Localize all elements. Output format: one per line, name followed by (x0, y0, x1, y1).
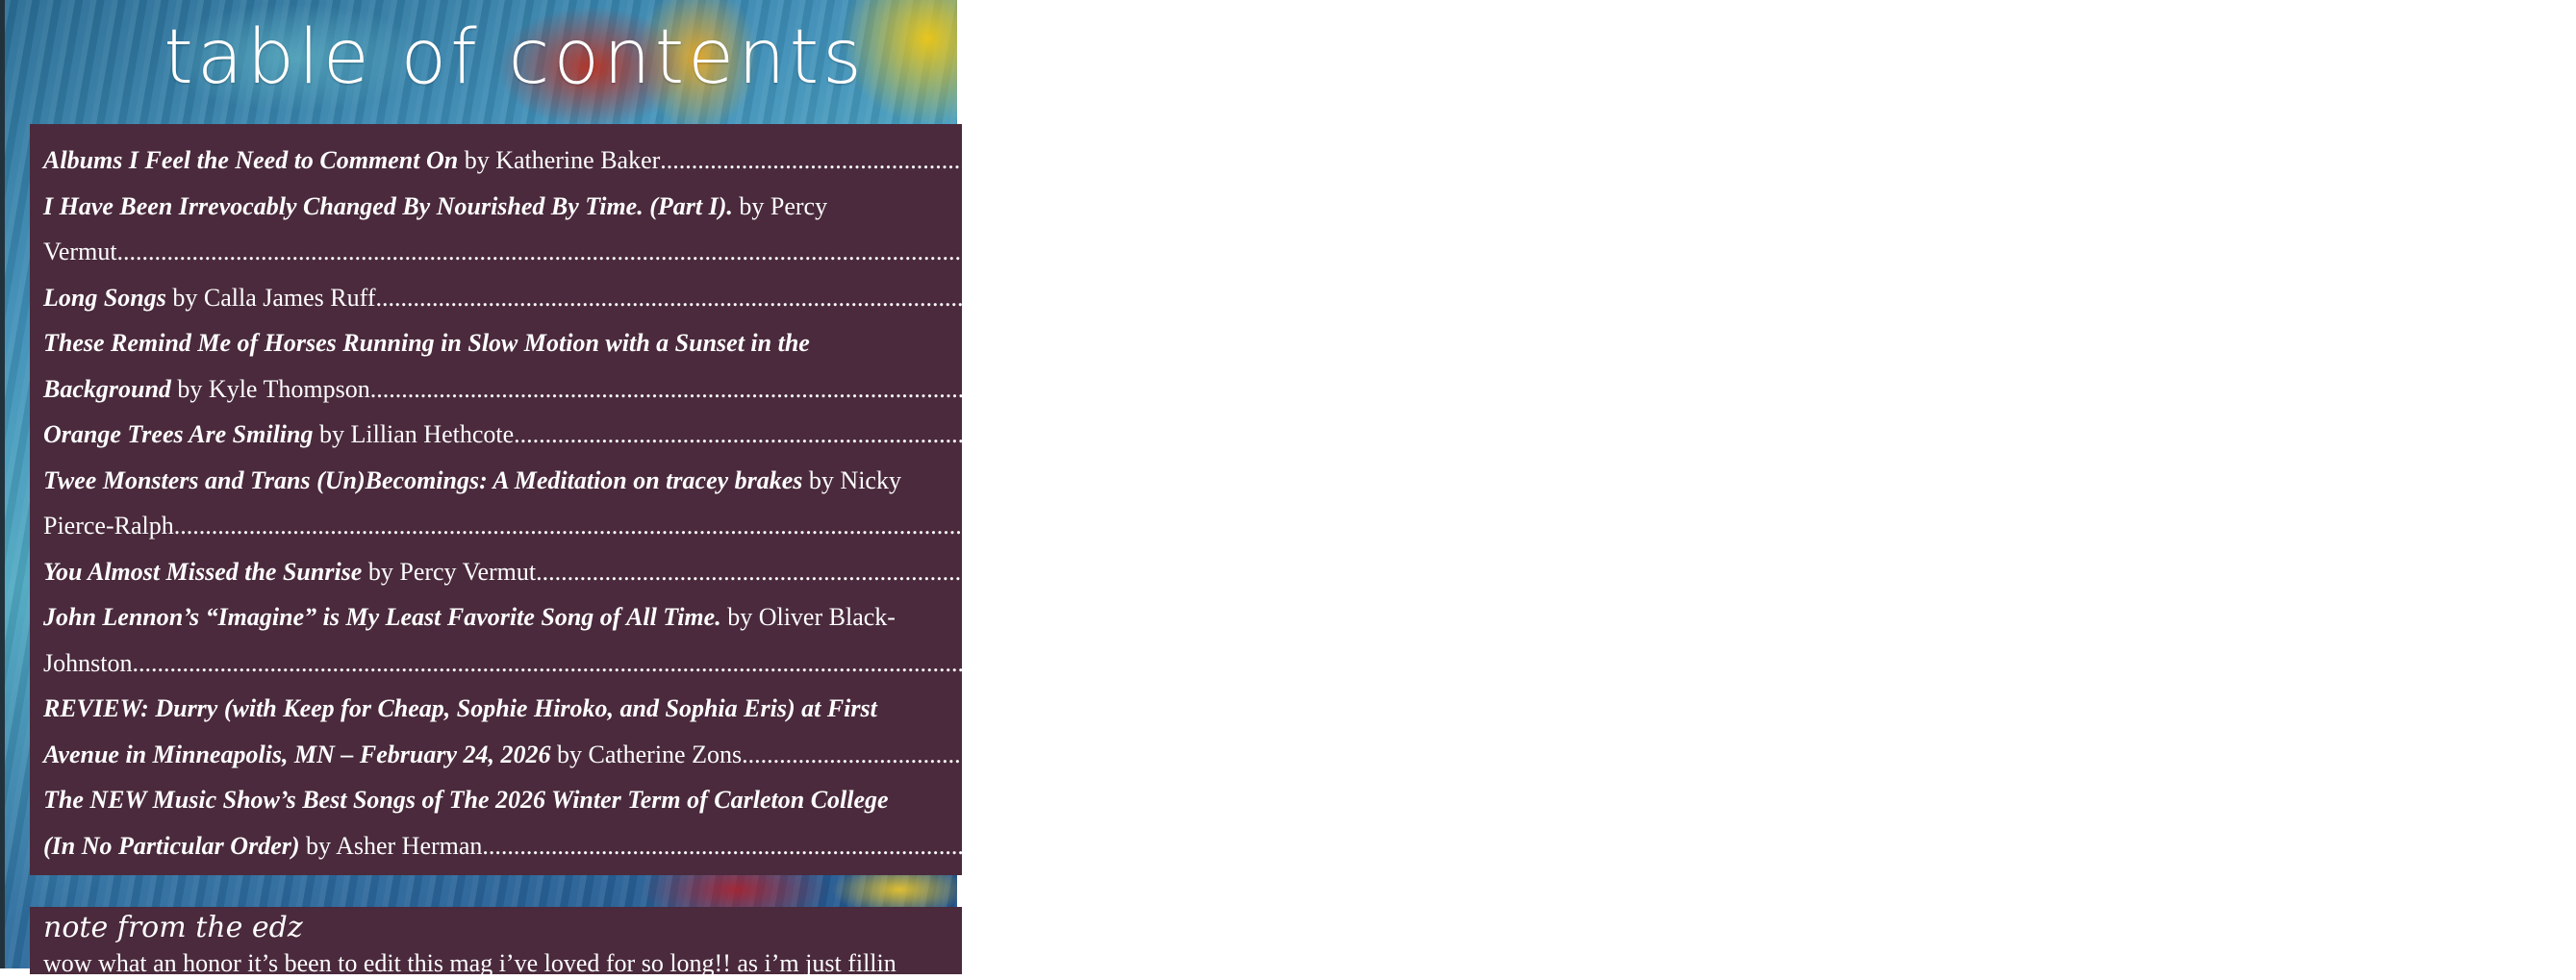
entry-page: 2 (2563, 740, 2576, 768)
entry-author: by Percy Vermut (362, 557, 537, 586)
entry-title-cont: (In No Particular Order) (43, 831, 300, 860)
toc-line (43, 458, 962, 504)
note-body: wow what an honor it’s been to edit this mag i’ve loved for so long!! as i’m just fillin (43, 949, 897, 977)
entry-title-cont: Avenue in Minneapolis, MN – February 24, 2026 (43, 740, 551, 768)
dot-leader (117, 229, 1937, 275)
toc-line (43, 686, 962, 732)
toc-line (43, 594, 962, 641)
entry-title: The NEW Music Show’s Best Songs of The 2026 Winter Term of Carleton College (43, 786, 889, 814)
dot-leader (482, 823, 2302, 869)
entry-title-cont: Background (43, 374, 171, 403)
dot-leader (660, 138, 2480, 184)
entry-author: by Asher Herman (299, 831, 483, 860)
toc-line (43, 503, 2008, 549)
toc-entry[interactable] (43, 320, 2205, 412)
toc-line (43, 823, 2316, 869)
entry-author: by Catherine Zons (550, 740, 743, 768)
entry-title: Long Songs (43, 283, 166, 312)
entry-page: 1 (2191, 374, 2205, 403)
entry-author: by Nicky (802, 465, 901, 494)
toc-line (43, 229, 1005, 275)
entry-title: REVIEW: Durry (with Keep for Cheap, Sophie Hiroko, and Sophia Eris) at First (43, 694, 877, 722)
page-title: table of contents (164, 14, 866, 101)
entry-page: 1 (1995, 512, 2008, 540)
entry-title: John Lennon’s “Imagine” is My Least Favorite Song of All Time. (43, 603, 721, 631)
toc-entry[interactable] (43, 412, 2348, 458)
toc-line (43, 549, 2370, 595)
dot-leader (376, 275, 2196, 321)
toc-line (43, 732, 2576, 778)
entry-author: by Calla James Ruff (165, 283, 376, 312)
entry-title: I Have Been Irrevocably Changed By Nourished By Time. (Part I). (43, 191, 733, 220)
toc-entry[interactable] (43, 594, 1966, 686)
entry-page: 1 (1953, 648, 1966, 677)
toc-entry[interactable] (43, 275, 962, 321)
toc-line (43, 184, 962, 230)
entry-title: These Remind Me of Horses Running in Slow Motion with a Sunset in the (43, 329, 810, 357)
entry-page: 1 (2357, 557, 2370, 586)
table-of-contents (30, 124, 2576, 875)
entry-title: Twee Monsters and Trans (Un)Becomings: A Meditation on tracey brakes (43, 465, 803, 494)
entry-title: You Almost Missed the Sunrise (43, 557, 363, 586)
toc-line (43, 412, 2348, 458)
toc-entry[interactable] (43, 458, 2008, 549)
entry-author: by Lillian Hethcote (313, 420, 515, 448)
toc-entry[interactable] (43, 138, 962, 184)
entry-author: by Percy (732, 191, 828, 220)
dot-leader (174, 503, 1994, 549)
toc-line (43, 320, 962, 366)
note-title: note from the edz (43, 911, 303, 944)
entry-page: 1 (2335, 420, 2348, 448)
toc-line (43, 777, 962, 823)
toc-entry[interactable] (43, 777, 2316, 868)
entry-author: by Katherine Baker (458, 146, 661, 174)
entry-author-cont: Vermut (43, 238, 117, 265)
entry-author: by Kyle Thompson (170, 374, 370, 403)
entry-page: 2 (2303, 831, 2316, 860)
toc-entry[interactable] (43, 184, 962, 275)
entry-author: by Oliver Black- (720, 603, 896, 631)
dot-leader (536, 549, 2356, 595)
entry-author-cont: Pierce-Ralph (43, 512, 174, 540)
entry-author-cont: Johnston (43, 648, 133, 677)
toc-line (43, 641, 1966, 687)
dot-leader (132, 641, 1952, 687)
toc-line (43, 275, 1005, 321)
toc-entry[interactable] (43, 686, 2576, 777)
entry-title: Albums I Feel the Need to Comment On (43, 146, 459, 174)
toc-line (43, 366, 2205, 413)
dot-leader (370, 366, 2190, 413)
toc-line (43, 138, 1005, 184)
entry-title: Orange Trees Are Smiling (43, 420, 314, 448)
dot-leader (742, 732, 2562, 778)
dot-leader (514, 412, 2334, 458)
editor-note (30, 907, 962, 977)
toc-entry[interactable] (43, 549, 2370, 595)
